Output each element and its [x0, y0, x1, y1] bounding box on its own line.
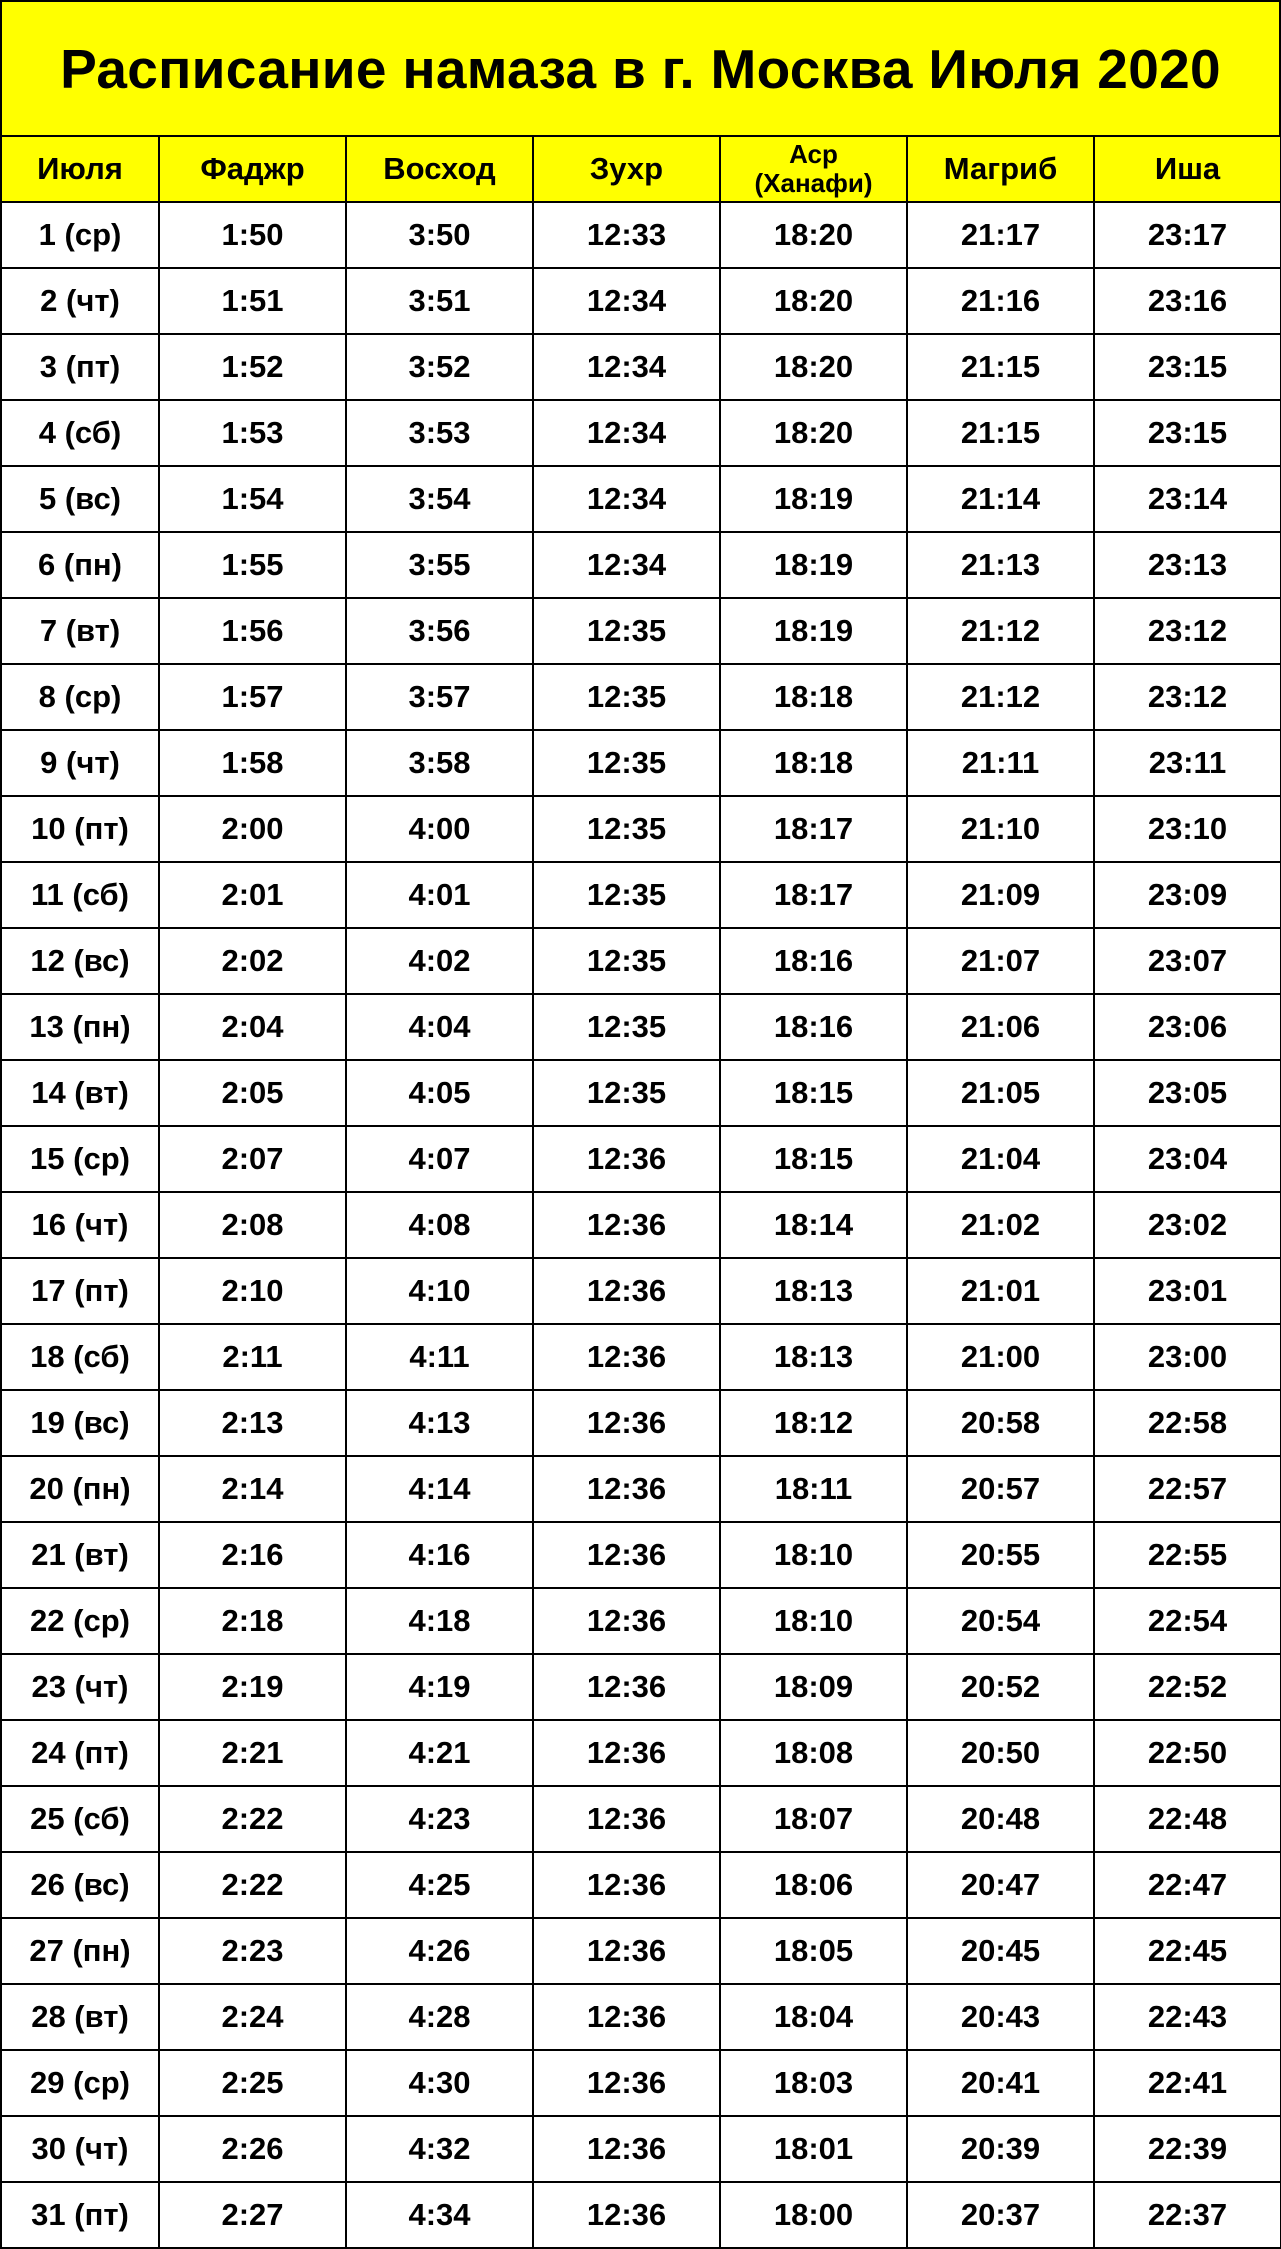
column-header-dhuhr: Зухр	[533, 136, 720, 202]
maghrib-cell: 21:13	[907, 532, 1094, 598]
table-row	[1, 400, 1281, 466]
header-row	[1, 136, 1281, 202]
asr-cell: 18:15	[720, 1126, 907, 1192]
isha-cell: 23:09	[1094, 862, 1281, 928]
dhuhr-cell: 12:36	[533, 1852, 720, 1918]
table-row	[1, 1984, 1281, 2050]
sunrise-cell: 4:32	[346, 2116, 533, 2182]
asr-cell: 18:19	[720, 532, 907, 598]
sunrise-cell: 3:57	[346, 664, 533, 730]
sunrise-cell: 4:26	[346, 1918, 533, 1984]
day-cell: 8 (ср)	[1, 664, 159, 730]
sunrise-cell: 3:56	[346, 598, 533, 664]
column-header-maghrib: Магриб	[907, 136, 1094, 202]
day-cell: 1 (ср)	[1, 202, 159, 268]
day-cell: 24 (пт)	[1, 1720, 159, 1786]
maghrib-cell: 21:00	[907, 1324, 1094, 1390]
fajr-cell: 2:08	[159, 1192, 346, 1258]
table-row	[1, 928, 1281, 994]
dhuhr-cell: 12:35	[533, 730, 720, 796]
dhuhr-cell: 12:36	[533, 1390, 720, 1456]
column-header-asr	[720, 136, 907, 202]
prayer-times-table	[0, 135, 1281, 2249]
day-cell: 5 (вс)	[1, 466, 159, 532]
dhuhr-cell: 12:36	[533, 1522, 720, 1588]
fajr-cell: 2:05	[159, 1060, 346, 1126]
table-row	[1, 2116, 1281, 2182]
table-row	[1, 1786, 1281, 1852]
fajr-cell: 2:13	[159, 1390, 346, 1456]
fajr-cell: 2:01	[159, 862, 346, 928]
asr-cell: 18:10	[720, 1588, 907, 1654]
maghrib-cell: 20:52	[907, 1654, 1094, 1720]
sunrise-cell: 4:01	[346, 862, 533, 928]
day-cell: 29 (ср)	[1, 2050, 159, 2116]
maghrib-cell: 21:09	[907, 862, 1094, 928]
fajr-cell: 2:23	[159, 1918, 346, 1984]
table-row	[1, 796, 1281, 862]
isha-cell: 22:41	[1094, 2050, 1281, 2116]
isha-cell: 22:45	[1094, 1918, 1281, 1984]
fajr-cell: 2:00	[159, 796, 346, 862]
sunrise-cell: 3:55	[346, 532, 533, 598]
dhuhr-cell: 12:35	[533, 994, 720, 1060]
table-row	[1, 1060, 1281, 1126]
isha-cell: 22:50	[1094, 1720, 1281, 1786]
table-row	[1, 2182, 1281, 2248]
asr-cell: 18:18	[720, 664, 907, 730]
asr-cell: 18:17	[720, 796, 907, 862]
asr-cell: 18:20	[720, 334, 907, 400]
sunrise-cell: 3:52	[346, 334, 533, 400]
day-cell: 20 (пн)	[1, 1456, 159, 1522]
fajr-cell: 2:10	[159, 1258, 346, 1324]
sunrise-cell: 4:30	[346, 2050, 533, 2116]
isha-cell: 22:39	[1094, 2116, 1281, 2182]
sunrise-cell: 4:05	[346, 1060, 533, 1126]
isha-cell: 23:16	[1094, 268, 1281, 334]
fajr-cell: 1:54	[159, 466, 346, 532]
fajr-cell: 1:58	[159, 730, 346, 796]
column-header-sunrise: Восход	[346, 136, 533, 202]
asr-cell: 18:16	[720, 994, 907, 1060]
day-cell: 13 (пн)	[1, 994, 159, 1060]
page-title: Расписание намаза в г. Москва Июля 2020	[60, 37, 1221, 100]
fajr-cell: 1:56	[159, 598, 346, 664]
isha-cell: 22:43	[1094, 1984, 1281, 2050]
asr-cell: 18:07	[720, 1786, 907, 1852]
sunrise-cell: 4:28	[346, 1984, 533, 2050]
maghrib-cell: 21:16	[907, 268, 1094, 334]
column-header-day: Июля	[1, 136, 159, 202]
dhuhr-cell: 12:36	[533, 1984, 720, 2050]
dhuhr-cell: 12:35	[533, 1060, 720, 1126]
dhuhr-cell: 12:36	[533, 2050, 720, 2116]
maghrib-cell: 20:47	[907, 1852, 1094, 1918]
maghrib-cell: 20:57	[907, 1456, 1094, 1522]
table-row	[1, 1324, 1281, 1390]
dhuhr-cell: 12:36	[533, 1720, 720, 1786]
isha-cell: 23:02	[1094, 1192, 1281, 1258]
day-cell: 4 (сб)	[1, 400, 159, 466]
asr-cell: 18:06	[720, 1852, 907, 1918]
dhuhr-cell: 12:34	[533, 334, 720, 400]
day-cell: 31 (пт)	[1, 2182, 159, 2248]
sunrise-cell: 4:14	[346, 1456, 533, 1522]
fajr-cell: 1:50	[159, 202, 346, 268]
table-row	[1, 1588, 1281, 1654]
fajr-cell: 1:57	[159, 664, 346, 730]
day-cell: 28 (вт)	[1, 1984, 159, 2050]
fajr-cell: 2:16	[159, 1522, 346, 1588]
sunrise-cell: 4:04	[346, 994, 533, 1060]
table-row	[1, 1192, 1281, 1258]
fajr-cell: 1:52	[159, 334, 346, 400]
asr-cell: 18:00	[720, 2182, 907, 2248]
maghrib-cell: 21:14	[907, 466, 1094, 532]
dhuhr-cell: 12:35	[533, 598, 720, 664]
maghrib-cell: 21:15	[907, 334, 1094, 400]
fajr-cell: 2:11	[159, 1324, 346, 1390]
sunrise-cell: 4:00	[346, 796, 533, 862]
dhuhr-cell: 12:34	[533, 268, 720, 334]
sunrise-cell: 3:54	[346, 466, 533, 532]
asr-cell: 18:01	[720, 2116, 907, 2182]
maghrib-cell: 20:50	[907, 1720, 1094, 1786]
fajr-cell: 2:14	[159, 1456, 346, 1522]
asr-cell: 18:19	[720, 466, 907, 532]
table-row	[1, 1456, 1281, 1522]
table-row	[1, 334, 1281, 400]
table-body	[1, 202, 1281, 2248]
column-header-isha: Иша	[1094, 136, 1281, 202]
day-cell: 7 (вт)	[1, 598, 159, 664]
isha-cell: 23:06	[1094, 994, 1281, 1060]
asr-cell: 18:20	[720, 400, 907, 466]
isha-cell: 23:15	[1094, 334, 1281, 400]
fajr-cell: 2:07	[159, 1126, 346, 1192]
fajr-cell: 2:24	[159, 1984, 346, 2050]
maghrib-cell: 21:12	[907, 664, 1094, 730]
day-cell: 27 (пн)	[1, 1918, 159, 1984]
table-row	[1, 2050, 1281, 2116]
sunrise-cell: 4:13	[346, 1390, 533, 1456]
dhuhr-cell: 12:36	[533, 1324, 720, 1390]
dhuhr-cell: 12:35	[533, 862, 720, 928]
table-row	[1, 1852, 1281, 1918]
isha-cell: 23:00	[1094, 1324, 1281, 1390]
isha-cell: 22:37	[1094, 2182, 1281, 2248]
isha-cell: 23:14	[1094, 466, 1281, 532]
dhuhr-cell: 12:34	[533, 466, 720, 532]
isha-cell: 23:10	[1094, 796, 1281, 862]
dhuhr-cell: 12:36	[533, 1654, 720, 1720]
sunrise-cell: 4:34	[346, 2182, 533, 2248]
day-cell: 14 (вт)	[1, 1060, 159, 1126]
asr-cell: 18:12	[720, 1390, 907, 1456]
table-row	[1, 664, 1281, 730]
isha-cell: 23:15	[1094, 400, 1281, 466]
sunrise-cell: 4:08	[346, 1192, 533, 1258]
asr-cell: 18:08	[720, 1720, 907, 1786]
asr-cell: 18:15	[720, 1060, 907, 1126]
maghrib-cell: 21:15	[907, 400, 1094, 466]
day-cell: 18 (сб)	[1, 1324, 159, 1390]
maghrib-cell: 20:58	[907, 1390, 1094, 1456]
sunrise-cell: 4:18	[346, 1588, 533, 1654]
asr-cell: 18:20	[720, 268, 907, 334]
day-cell: 25 (сб)	[1, 1786, 159, 1852]
day-cell: 10 (пт)	[1, 796, 159, 862]
sunrise-cell: 4:16	[346, 1522, 533, 1588]
dhuhr-cell: 12:36	[533, 1126, 720, 1192]
asr-cell: 18:09	[720, 1654, 907, 1720]
sunrise-cell: 4:21	[346, 1720, 533, 1786]
fajr-cell: 2:04	[159, 994, 346, 1060]
fajr-cell: 2:26	[159, 2116, 346, 2182]
table-row	[1, 862, 1281, 928]
day-cell: 2 (чт)	[1, 268, 159, 334]
dhuhr-cell: 12:35	[533, 928, 720, 994]
isha-cell: 22:58	[1094, 1390, 1281, 1456]
isha-cell: 23:01	[1094, 1258, 1281, 1324]
table-row	[1, 1918, 1281, 1984]
isha-cell: 23:13	[1094, 532, 1281, 598]
table-row	[1, 1390, 1281, 1456]
asr-cell: 18:14	[720, 1192, 907, 1258]
fajr-cell: 2:27	[159, 2182, 346, 2248]
maghrib-cell: 20:45	[907, 1918, 1094, 1984]
day-cell: 30 (чт)	[1, 2116, 159, 2182]
table-header	[1, 136, 1281, 202]
table-row	[1, 202, 1281, 268]
dhuhr-cell: 12:36	[533, 1786, 720, 1852]
title-banner	[0, 0, 1281, 135]
asr-cell: 18:04	[720, 1984, 907, 2050]
sunrise-cell: 4:07	[346, 1126, 533, 1192]
table-row	[1, 1522, 1281, 1588]
dhuhr-cell: 12:35	[533, 664, 720, 730]
sunrise-cell: 4:02	[346, 928, 533, 994]
day-cell: 3 (пт)	[1, 334, 159, 400]
maghrib-cell: 20:39	[907, 2116, 1094, 2182]
isha-cell: 22:47	[1094, 1852, 1281, 1918]
maghrib-cell: 21:11	[907, 730, 1094, 796]
day-cell: 16 (чт)	[1, 1192, 159, 1258]
table-row	[1, 532, 1281, 598]
dhuhr-cell: 12:33	[533, 202, 720, 268]
asr-cell: 18:18	[720, 730, 907, 796]
fajr-cell: 1:53	[159, 400, 346, 466]
isha-cell: 23:12	[1094, 598, 1281, 664]
sunrise-cell: 4:23	[346, 1786, 533, 1852]
table-row	[1, 598, 1281, 664]
asr-cell: 18:16	[720, 928, 907, 994]
dhuhr-cell: 12:34	[533, 400, 720, 466]
sunrise-cell: 3:53	[346, 400, 533, 466]
maghrib-cell: 20:55	[907, 1522, 1094, 1588]
maghrib-cell: 21:05	[907, 1060, 1094, 1126]
asr-cell: 18:13	[720, 1258, 907, 1324]
sunrise-cell: 3:58	[346, 730, 533, 796]
fajr-cell: 2:18	[159, 1588, 346, 1654]
fajr-cell: 2:22	[159, 1786, 346, 1852]
table-row	[1, 1654, 1281, 1720]
dhuhr-cell: 12:35	[533, 796, 720, 862]
day-cell: 26 (вс)	[1, 1852, 159, 1918]
asr-cell: 18:13	[720, 1324, 907, 1390]
maghrib-cell: 21:02	[907, 1192, 1094, 1258]
isha-cell: 23:12	[1094, 664, 1281, 730]
maghrib-cell: 20:48	[907, 1786, 1094, 1852]
day-cell: 9 (чт)	[1, 730, 159, 796]
dhuhr-cell: 12:36	[533, 1588, 720, 1654]
asr-cell: 18:11	[720, 1456, 907, 1522]
sunrise-cell: 4:10	[346, 1258, 533, 1324]
isha-cell: 22:55	[1094, 1522, 1281, 1588]
asr-cell: 18:17	[720, 862, 907, 928]
asr-cell: 18:10	[720, 1522, 907, 1588]
maghrib-cell: 21:07	[907, 928, 1094, 994]
day-cell: 15 (ср)	[1, 1126, 159, 1192]
day-cell: 17 (пт)	[1, 1258, 159, 1324]
maghrib-cell: 21:01	[907, 1258, 1094, 1324]
fajr-cell: 2:02	[159, 928, 346, 994]
column-header-asr-line1: Аср	[789, 139, 838, 170]
table-row	[1, 994, 1281, 1060]
isha-cell: 23:05	[1094, 1060, 1281, 1126]
table-row	[1, 1258, 1281, 1324]
asr-cell: 18:05	[720, 1918, 907, 1984]
maghrib-cell: 21:10	[907, 796, 1094, 862]
fajr-cell: 1:55	[159, 532, 346, 598]
table-row	[1, 1126, 1281, 1192]
table-row	[1, 730, 1281, 796]
table-row	[1, 1720, 1281, 1786]
sunrise-cell: 4:25	[346, 1852, 533, 1918]
maghrib-cell: 21:04	[907, 1126, 1094, 1192]
day-cell: 22 (ср)	[1, 1588, 159, 1654]
asr-cell: 18:03	[720, 2050, 907, 2116]
column-header-asr-line2: (Ханафи)	[754, 168, 873, 198]
isha-cell: 23:11	[1094, 730, 1281, 796]
isha-cell: 23:04	[1094, 1126, 1281, 1192]
maghrib-cell: 20:54	[907, 1588, 1094, 1654]
dhuhr-cell: 12:36	[533, 1192, 720, 1258]
maghrib-cell: 20:41	[907, 2050, 1094, 2116]
sunrise-cell: 3:50	[346, 202, 533, 268]
maghrib-cell: 20:43	[907, 1984, 1094, 2050]
sunrise-cell: 4:11	[346, 1324, 533, 1390]
fajr-cell: 2:25	[159, 2050, 346, 2116]
dhuhr-cell: 12:36	[533, 2116, 720, 2182]
fajr-cell: 2:21	[159, 1720, 346, 1786]
isha-cell: 23:07	[1094, 928, 1281, 994]
maghrib-cell: 21:12	[907, 598, 1094, 664]
isha-cell: 22:48	[1094, 1786, 1281, 1852]
isha-cell: 22:54	[1094, 1588, 1281, 1654]
maghrib-cell: 21:06	[907, 994, 1094, 1060]
dhuhr-cell: 12:36	[533, 1456, 720, 1522]
dhuhr-cell: 12:36	[533, 1918, 720, 1984]
day-cell: 19 (вс)	[1, 1390, 159, 1456]
maghrib-cell: 21:17	[907, 202, 1094, 268]
asr-cell: 18:19	[720, 598, 907, 664]
dhuhr-cell: 12:34	[533, 532, 720, 598]
fajr-cell: 2:19	[159, 1654, 346, 1720]
day-cell: 23 (чт)	[1, 1654, 159, 1720]
day-cell: 6 (пн)	[1, 532, 159, 598]
fajr-cell: 1:51	[159, 268, 346, 334]
day-cell: 12 (вс)	[1, 928, 159, 994]
table-row	[1, 466, 1281, 532]
day-cell: 11 (сб)	[1, 862, 159, 928]
sunrise-cell: 3:51	[346, 268, 533, 334]
dhuhr-cell: 12:36	[533, 2182, 720, 2248]
isha-cell: 22:57	[1094, 1456, 1281, 1522]
table-row	[1, 268, 1281, 334]
maghrib-cell: 20:37	[907, 2182, 1094, 2248]
day-cell: 21 (вт)	[1, 1522, 159, 1588]
fajr-cell: 2:22	[159, 1852, 346, 1918]
isha-cell: 23:17	[1094, 202, 1281, 268]
sunrise-cell: 4:19	[346, 1654, 533, 1720]
column-header-fajr: Фаджр	[159, 136, 346, 202]
dhuhr-cell: 12:36	[533, 1258, 720, 1324]
isha-cell: 22:52	[1094, 1654, 1281, 1720]
asr-cell: 18:20	[720, 202, 907, 268]
